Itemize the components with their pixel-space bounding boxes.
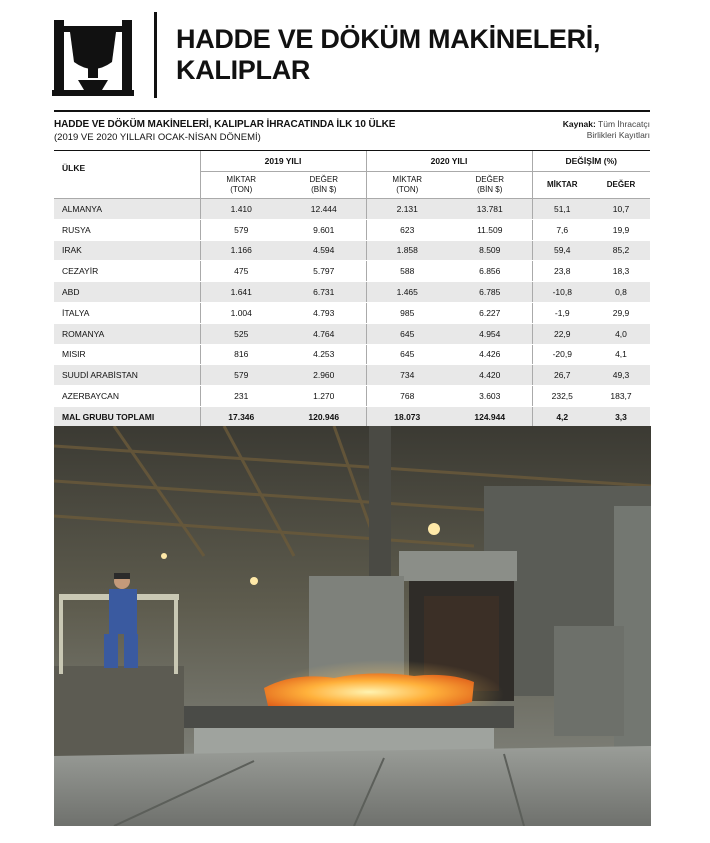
cell-change-deger: 4,1 [592,344,650,365]
table-caption-subtitle: (2019 VE 2020 YILLARI OCAK-NİSAN DÖNEMİ) [54,132,261,143]
cell-deger-2019: 4.594 [282,240,366,261]
cell-miktar-2019: 525 [200,323,282,344]
cell-miktar-2020: 1.858 [366,240,448,261]
table-row [54,323,650,344]
cell-country: SUUDİ ARABİSTAN [54,365,200,386]
forging-plant-illustration [54,426,651,826]
cell-deger-2020: 6.785 [448,282,532,303]
table-row [54,261,650,282]
cell-miktar-2019: 1.004 [200,302,282,323]
cell-country: ROMANYA [54,323,200,344]
col-header-miktar-2020: MİKTAR (TON) [366,172,448,199]
header-divider [154,12,157,98]
cell-change-miktar: 232,5 [532,386,592,407]
cell-change-miktar: -20,9 [532,344,592,365]
page-title-line1: HADDE VE DÖKÜM MAKİNELERİ, [176,24,601,54]
cell-country: ABD [54,282,200,303]
cell-deger-2019: 4.253 [282,344,366,365]
cell-country: IRAK [54,240,200,261]
cell-deger-2019: 4.764 [282,323,366,344]
cell-change-miktar: 22,9 [532,323,592,344]
cell-deger-2020: 4.420 [448,365,532,386]
cell-deger-2019: 9.601 [282,219,366,240]
table-row [54,282,650,303]
cell-country: CEZAYİR [54,261,200,282]
cell-deger-2019: 4.793 [282,302,366,323]
source-text-2: Birlikleri Kayıtları [586,130,650,140]
cell-total-label: MAL GRUBU TOPLAMI [54,406,200,427]
cell-deger-2019: 6.731 [282,282,366,303]
cell-change-deger: 85,2 [592,240,650,261]
source-label: Kaynak: [562,119,596,129]
cell-change-deger: 10,7 [592,199,650,220]
cell-deger-2019: 12.444 [282,199,366,220]
cell-miktar-2019: 231 [200,386,282,407]
source-text-1: Tüm İhracatçı [598,119,650,129]
table-row [54,386,650,407]
cell-total-miktar-2020: 18.073 [366,406,448,427]
cell-change-miktar: 26,7 [532,365,592,386]
col-group-2019: 2019 YILI [200,151,366,172]
cell-miktar-2020: 2.131 [366,199,448,220]
cell-change-miktar: 59,4 [532,240,592,261]
cell-miktar-2019: 579 [200,365,282,386]
table-total-row [54,406,650,427]
cell-deger-2020: 3.603 [448,386,532,407]
cell-change-deger: 18,3 [592,261,650,282]
cell-change-miktar: -1,9 [532,302,592,323]
cell-country: ALMANYA [54,199,200,220]
cell-deger-2020: 8.509 [448,240,532,261]
cell-change-deger: 183,7 [592,386,650,407]
cell-country: AZERBAYCAN [54,386,200,407]
cell-total-deger-2019: 120.946 [282,406,366,427]
cell-total-deger-2020: 124.944 [448,406,532,427]
cell-deger-2020: 4.426 [448,344,532,365]
export-table-block [54,110,650,428]
page-header [48,10,660,100]
cell-miktar-2020: 588 [366,261,448,282]
table-body [54,199,650,428]
cell-miktar-2019: 475 [200,261,282,282]
col-header-deger-2019: DEĞER (BİN $) [282,172,366,199]
cell-change-deger: 19,9 [592,219,650,240]
export-table [54,150,650,428]
cell-country: RUSYA [54,219,200,240]
table-row [54,219,650,240]
table-caption [54,112,650,150]
cell-miktar-2020: 985 [366,302,448,323]
cell-deger-2019: 5.797 [282,261,366,282]
cell-deger-2019: 2.960 [282,365,366,386]
cell-country: MISIR [54,344,200,365]
cell-miktar-2020: 768 [366,386,448,407]
cell-deger-2020: 11.509 [448,219,532,240]
cell-total-miktar-2019: 17.346 [200,406,282,427]
table-row [54,365,650,386]
col-header-change-miktar: MİKTAR [532,172,592,199]
cell-total-change-deger: 3,3 [592,406,650,427]
cell-miktar-2020: 645 [366,344,448,365]
industrial-forging-plant-photo [54,426,651,826]
cell-change-miktar: 51,1 [532,199,592,220]
cell-change-deger: 49,3 [592,365,650,386]
table-source [563,119,650,141]
cell-miktar-2020: 645 [366,323,448,344]
cell-miktar-2019: 1.641 [200,282,282,303]
table-row [54,344,650,365]
col-group-2020: 2020 YILI [366,151,532,172]
ladle-crucible-icon [52,16,134,96]
col-header-country: ÜLKE [54,151,200,199]
cell-country: İTALYA [54,302,200,323]
cell-miktar-2020: 623 [366,219,448,240]
col-header-change-deger: DEĞER [592,172,650,199]
table-row [54,199,650,220]
cell-miktar-2019: 1.410 [200,199,282,220]
cell-deger-2020: 6.856 [448,261,532,282]
cell-miktar-2020: 1.465 [366,282,448,303]
page-title-line2: KALIPLAR [176,55,311,85]
table-row [54,240,650,261]
cell-change-deger: 0,8 [592,282,650,303]
cell-change-miktar: 23,8 [532,261,592,282]
cell-change-deger: 4,0 [592,323,650,344]
cell-miktar-2019: 816 [200,344,282,365]
table-row [54,302,650,323]
col-header-miktar-2019: MİKTAR (TON) [200,172,282,199]
cell-total-change-miktar: 4,2 [532,406,592,427]
cell-change-miktar: -10,8 [532,282,592,303]
cell-deger-2020: 13.781 [448,199,532,220]
cell-miktar-2019: 579 [200,219,282,240]
cell-deger-2020: 4.954 [448,323,532,344]
cell-deger-2019: 1.270 [282,386,366,407]
col-group-change: DEĞİŞİM (%) [532,151,650,172]
cell-miktar-2020: 734 [366,365,448,386]
col-header-deger-2020: DEĞER (BİN $) [448,172,532,199]
cell-deger-2020: 6.227 [448,302,532,323]
cell-change-deger: 29,9 [592,302,650,323]
table-caption-title: HADDE VE DÖKÜM MAKİNELERİ, KALIPLAR İHRACATINDA İLK 10 ÜLKE [54,119,396,130]
cell-miktar-2019: 1.166 [200,240,282,261]
cell-change-miktar: 7,6 [532,219,592,240]
page-title [176,24,600,86]
